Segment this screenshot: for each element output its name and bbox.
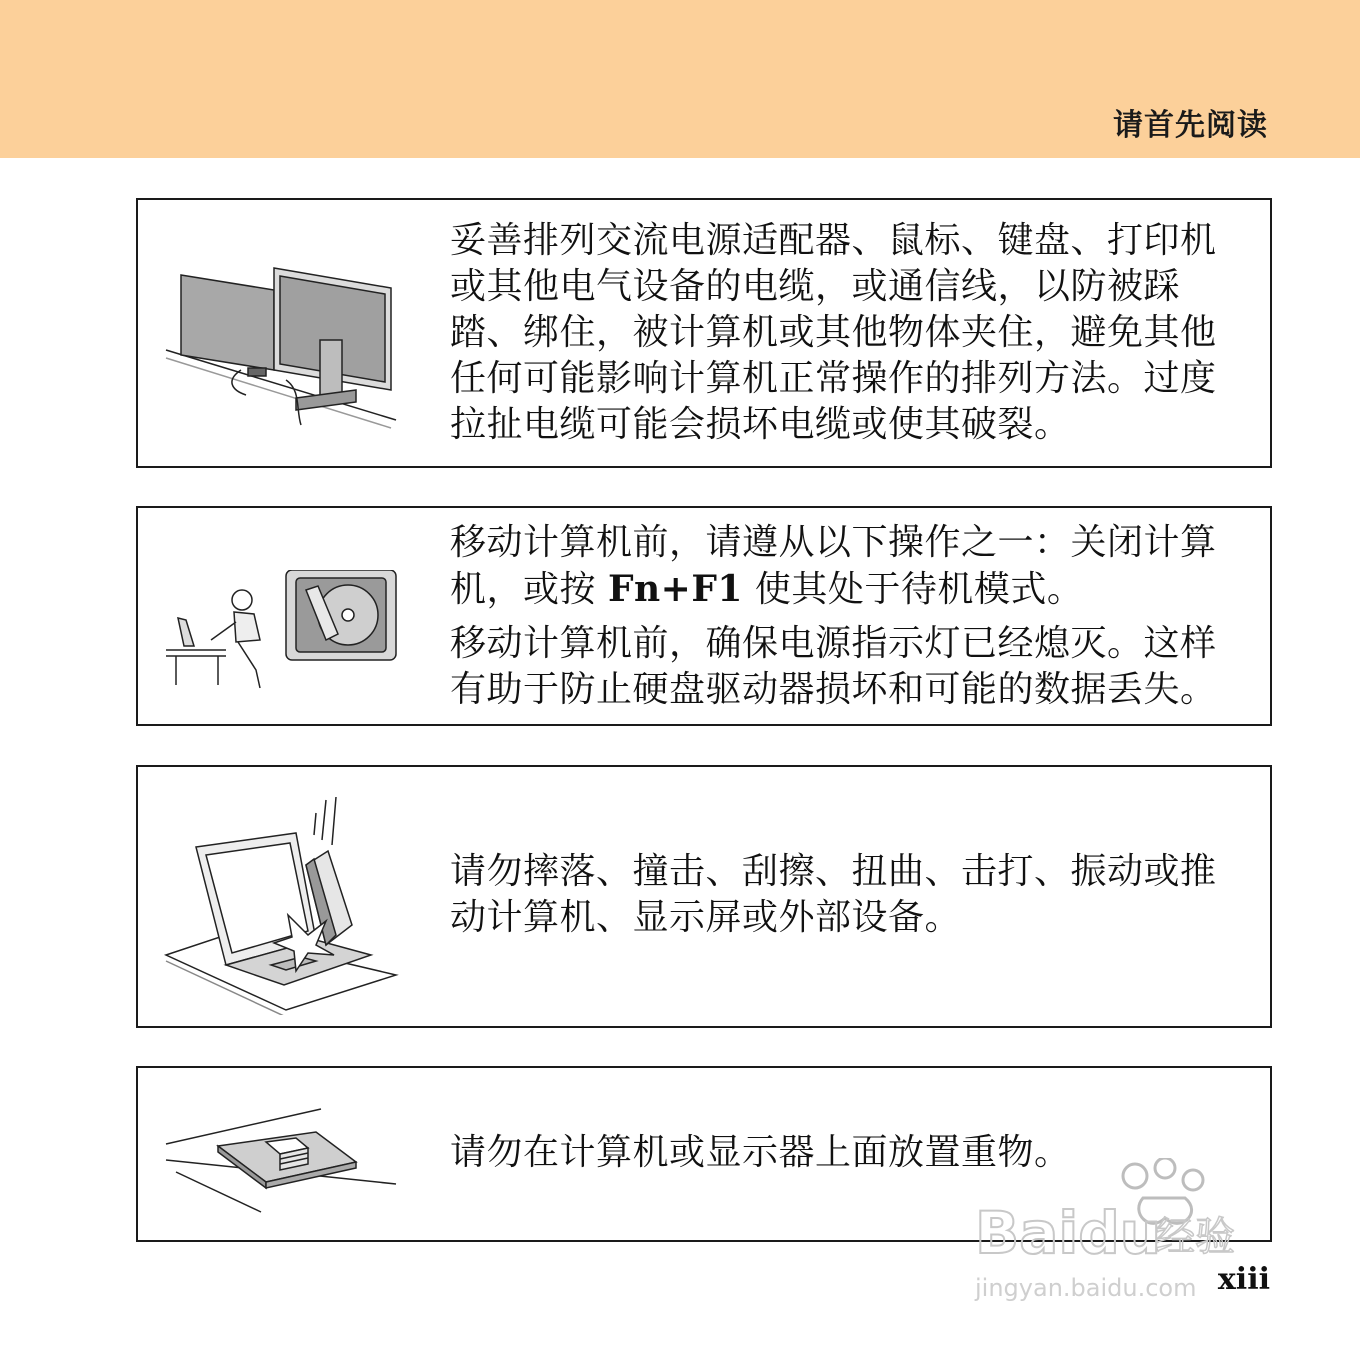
- page-header: [0, 0, 1360, 158]
- hard-drive-person-icon: [156, 570, 426, 690]
- notice-box-move-computer: [136, 506, 1272, 726]
- header-title: 请首先阅读: [1113, 108, 1268, 143]
- notice-text-move-computer: [450, 520, 1250, 713]
- svg-text:jingyan.baidu.com: jingyan.baidu.com: [975, 1274, 1197, 1302]
- notice-paragraph: 妥善排列交流电源适配器、鼠标、键盘、打印机或其他电气设备的电缆，或通信线，以防被踩踏、绑住，被计算机或其他物体夹住，避免其他任何可能影响计算机正常操作的排列方法。过度拉扯电缆可能会损坏电缆或使其破裂。: [450, 220, 1217, 445]
- notice-text-no-weight: [450, 1130, 1250, 1176]
- standby-text-after: 使其处于待机模式。: [742, 569, 1084, 610]
- svg-text:经验: 经验: [1155, 1214, 1235, 1260]
- page-number: xiii: [1217, 1262, 1270, 1297]
- notice-box-cables: [136, 198, 1272, 468]
- notice-paragraph: 请勿在计算机或显示器上面放置重物。: [450, 1132, 1071, 1173]
- laptop-impact-icon: [156, 795, 426, 1015]
- notice-paragraph-power-light: 移动计算机前，确保电源指示灯已经熄灭。这样有助于防止硬盘驱动器损坏和可能的数据丢失。: [450, 623, 1217, 710]
- notice-text-no-drop: [450, 849, 1250, 941]
- notice-paragraph-standby: [450, 520, 1250, 613]
- notice-text-cables: [450, 218, 1250, 448]
- svg-text:Baidu: Baidu: [975, 1199, 1162, 1267]
- key-combination: Fn+F1: [607, 568, 743, 610]
- cables-monitors-icon: [156, 250, 426, 430]
- laptop-weight-icon: [156, 1104, 426, 1224]
- notice-box-no-drop: [136, 765, 1272, 1028]
- notice-box-no-weight: [136, 1066, 1272, 1242]
- standby-text-before: 移动计算机前，请遵从以下操作之一：关闭计算机，或按: [450, 522, 1217, 610]
- notice-paragraph: 请勿摔落、撞击、刮擦、扭曲、击打、振动或推动计算机、显示屏或外部设备。: [450, 851, 1217, 938]
